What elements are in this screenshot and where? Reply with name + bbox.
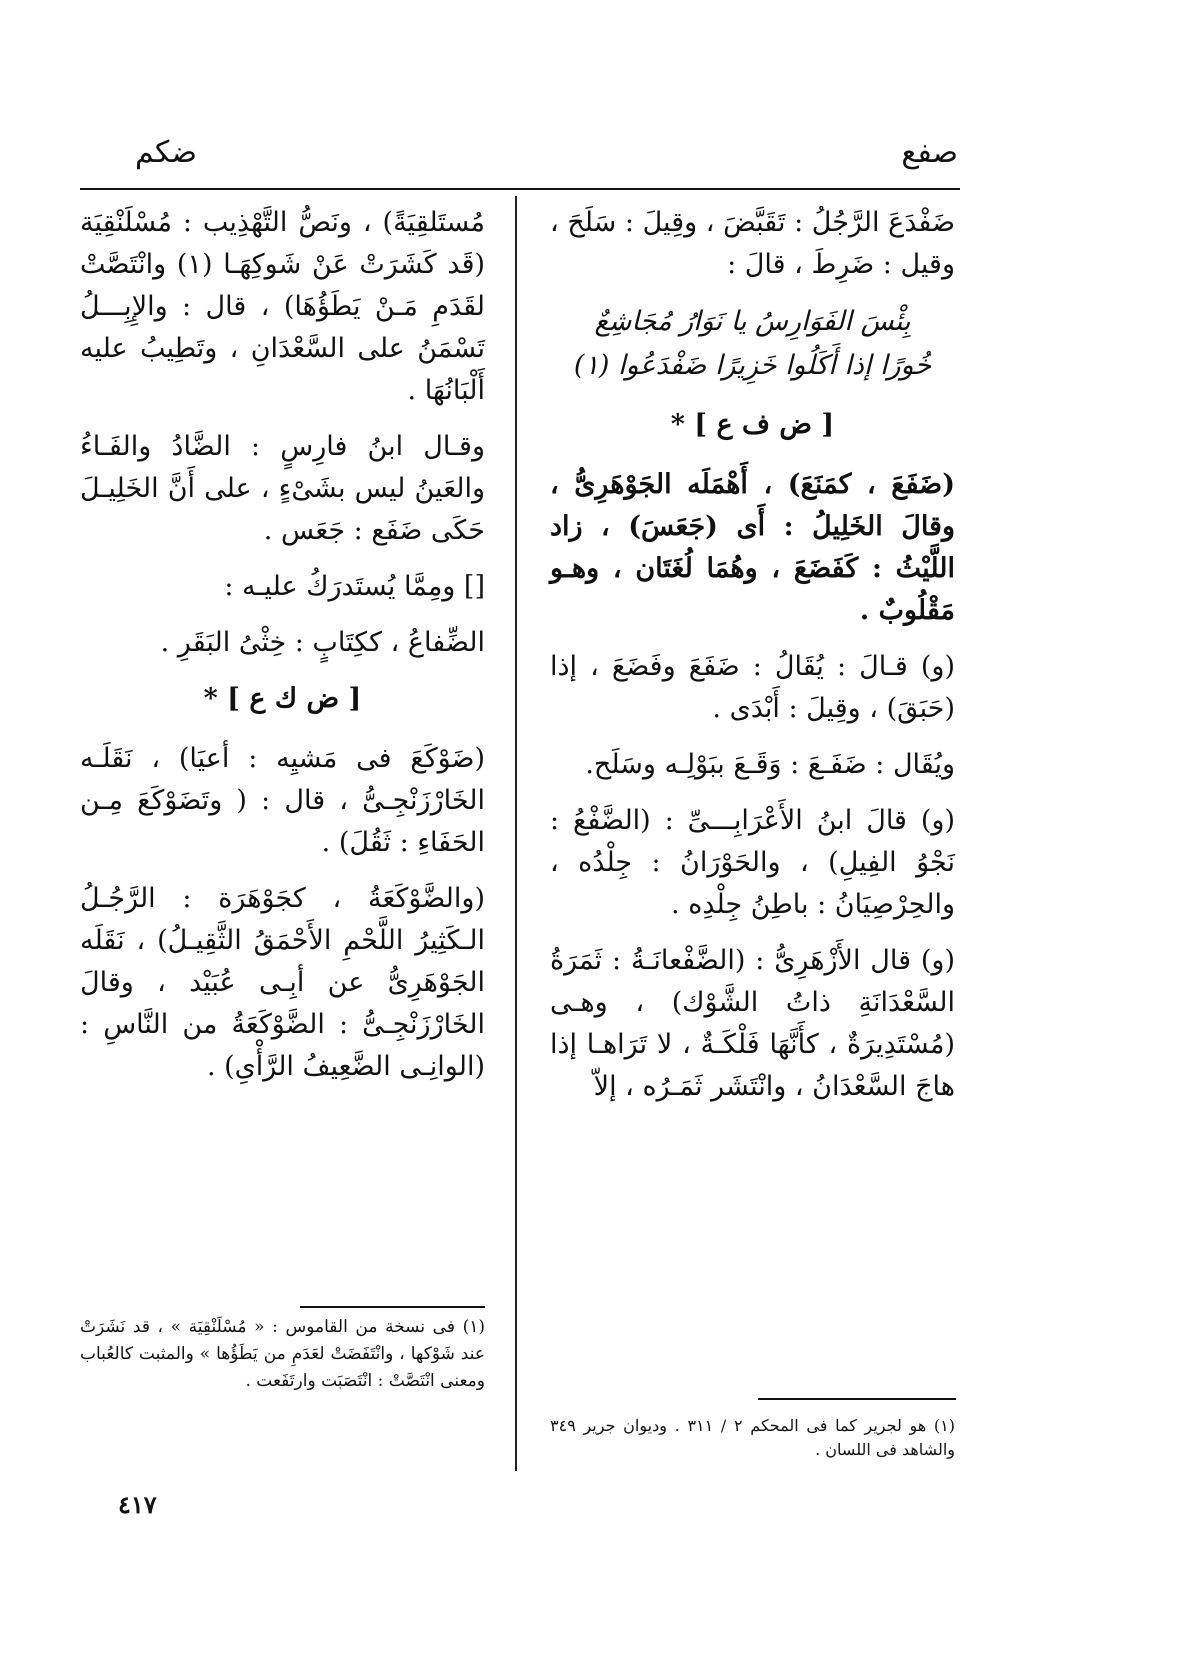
root-heading-dka: [ ض ك ع ] * [203,683,362,714]
header-entry-right: صفع [901,135,958,170]
footnote-rule-right [758,1398,956,1400]
header-entry-left: ضكم [135,135,198,170]
page-number: ٤١٧ [118,1490,157,1519]
header-rule [80,188,960,190]
footnote-left: (١) فى نسخة من القاموس : « مُسْلَنْقِيَة » ، قد نَشَرَتْ عند شَوْكها ، وانْتَفَضَتْ لعَدَمِ من يَطَؤُها » والمثبت كالعُباب ومعنى انْتَصَّتْ : انْتَصَبَت وارتَفَعت . [80,1317,485,1391]
right-paragraph-4: ويُقَال : ضَفَـعَ : وَقَـعَ ببَوْلِـه وسَلَح. [585,749,955,780]
right-paragraph-6: (و) قال الأَزْهَرِىُّ : (الضَّفْعانَـةُ : ثَمَرَةُ السَّعْدَانَةِ ذاتُ الشَّوْك) ، وهـى (مُسْتَدِيرَةٌ ، كأَنَّهَا فَلْكَـةٌ ، لا تَرَاهـا إذا هاجَ السَّعْدَانُ ، وانْتَشَر ثَمَـرُه ، إلاّ [550,945,955,1102]
left-paragraph-5: (ضَوْكَعَ فى مَشيِه : أعيَا) ، نَقَلَـه الخَارْزَنْجِـىُّ ، قال : ( وتَضَوْكَعَ مِـن الحَفَاءِ : ثَقُلَ) . [80,743,485,858]
column-divider [515,196,517,1471]
right-paragraph-2: (ضَفَعَ ، كمَنَعَ) ، أَهْمَلَه الجَوْهَرِىُّ ، وقالَ الخَلِيلُ : أَى (جَعَسَ) ، زاد اللَّيْثُ : كَفَضَعَ ، وهُمَا لُغَتَان ، وهـو مَقْلُوبٌ . [550,469,955,626]
left-paragraph-4: الضِّفاعُ ، ككِتَابٍ : خِثْىُ البَقَرِ . [160,627,485,658]
left-column [80,202,485,1102]
left-paragraph-2: وقـال ابنُ فارِسٍ : الضَّادُ والفَـاءُ والعَينُ ليس بشَىْءٍ ، على أَنَّ الخَلِيـلَ حَكَى ضَفَع : جَعَس . [80,431,485,546]
right-column [550,202,955,1122]
right-paragraph-5: (و) قالَ ابنُ الأَعْرَابِـــىِّ : (الضَّفْعُ : نَجْوُ الفِيلِ) ، والحَوْرَانُ : جِلْدُه ، والحِرْصِيَانُ : باطِنُ جِلْدِه . [550,805,955,920]
right-paragraph-1: ضَفْدَعَ الرَّجُلُ : تَقَبَّضَ ، وقِيلَ : سَلَحَ ، وقيل : ضَرِطَ ، قالَ : [550,207,955,280]
footnote-right: (١) هو لجرير كما فى المحكم ٢ / ٣١١ . وديوان جرير ٣٤٩ والشاهد فى اللسان . [550,1416,956,1459]
left-paragraph-6: (والضَّوْكَعَةُ ، كجَوْهَرَة : الرَّجُـلُ الـكَثِيرُ اللَّحْمِ الأَحْمَقُ الثَّقِيـلُ) ، نَقَلَه الجَوْهَرِىُّ عن أبِـى عُبَيْد ، وقالَ الخَارْزَنْجِـىُّ : الضَّوْكَعَةُ من النَّاسِ : (الوانِـى الضَّعِيفُ الرَّأْىِ) . [80,883,485,1082]
footnote-rule-left [300,1306,485,1308]
poetry-verse [550,300,955,388]
root-heading-dfa: [ ض ف ع ] * [670,409,835,440]
left-paragraph-3: [] ومِمَّا يُستَدرَكُ عليـه : [224,571,485,602]
right-paragraph-3: (و) قـالَ : يُقَالُ : ضَفَعَ وفَضَعَ ، إذا (حَبَقَ) ، وقِيلَ : أَبْدَى . [550,651,955,724]
verse-line-1: بِئْسَ الفَوَارِسُ يا نَوَارُ مُجَاشِعٌ [594,306,911,337]
left-paragraph-1: مُستَلقِيَةً) ، ونَصُّ التَّهْذِيب : مُسْلَنْقِيَة (قَد كَشَرَتْ عَنْ شَوكِهَـا (١) وانْتَصَّتْ لقَدَمِ مَـنْ يَطَؤُهَا) ، قال : والإِبِـــلُ تَسْمَنُ على السَّعْدَانِ ، وتَطِيبُ عليه أَلْبَانُهَا . [80,207,486,406]
verse-line-2: خُورًا إذا أَكَلُوا خَزِيرًا ضَفْدَعُوا (١) [573,350,932,381]
